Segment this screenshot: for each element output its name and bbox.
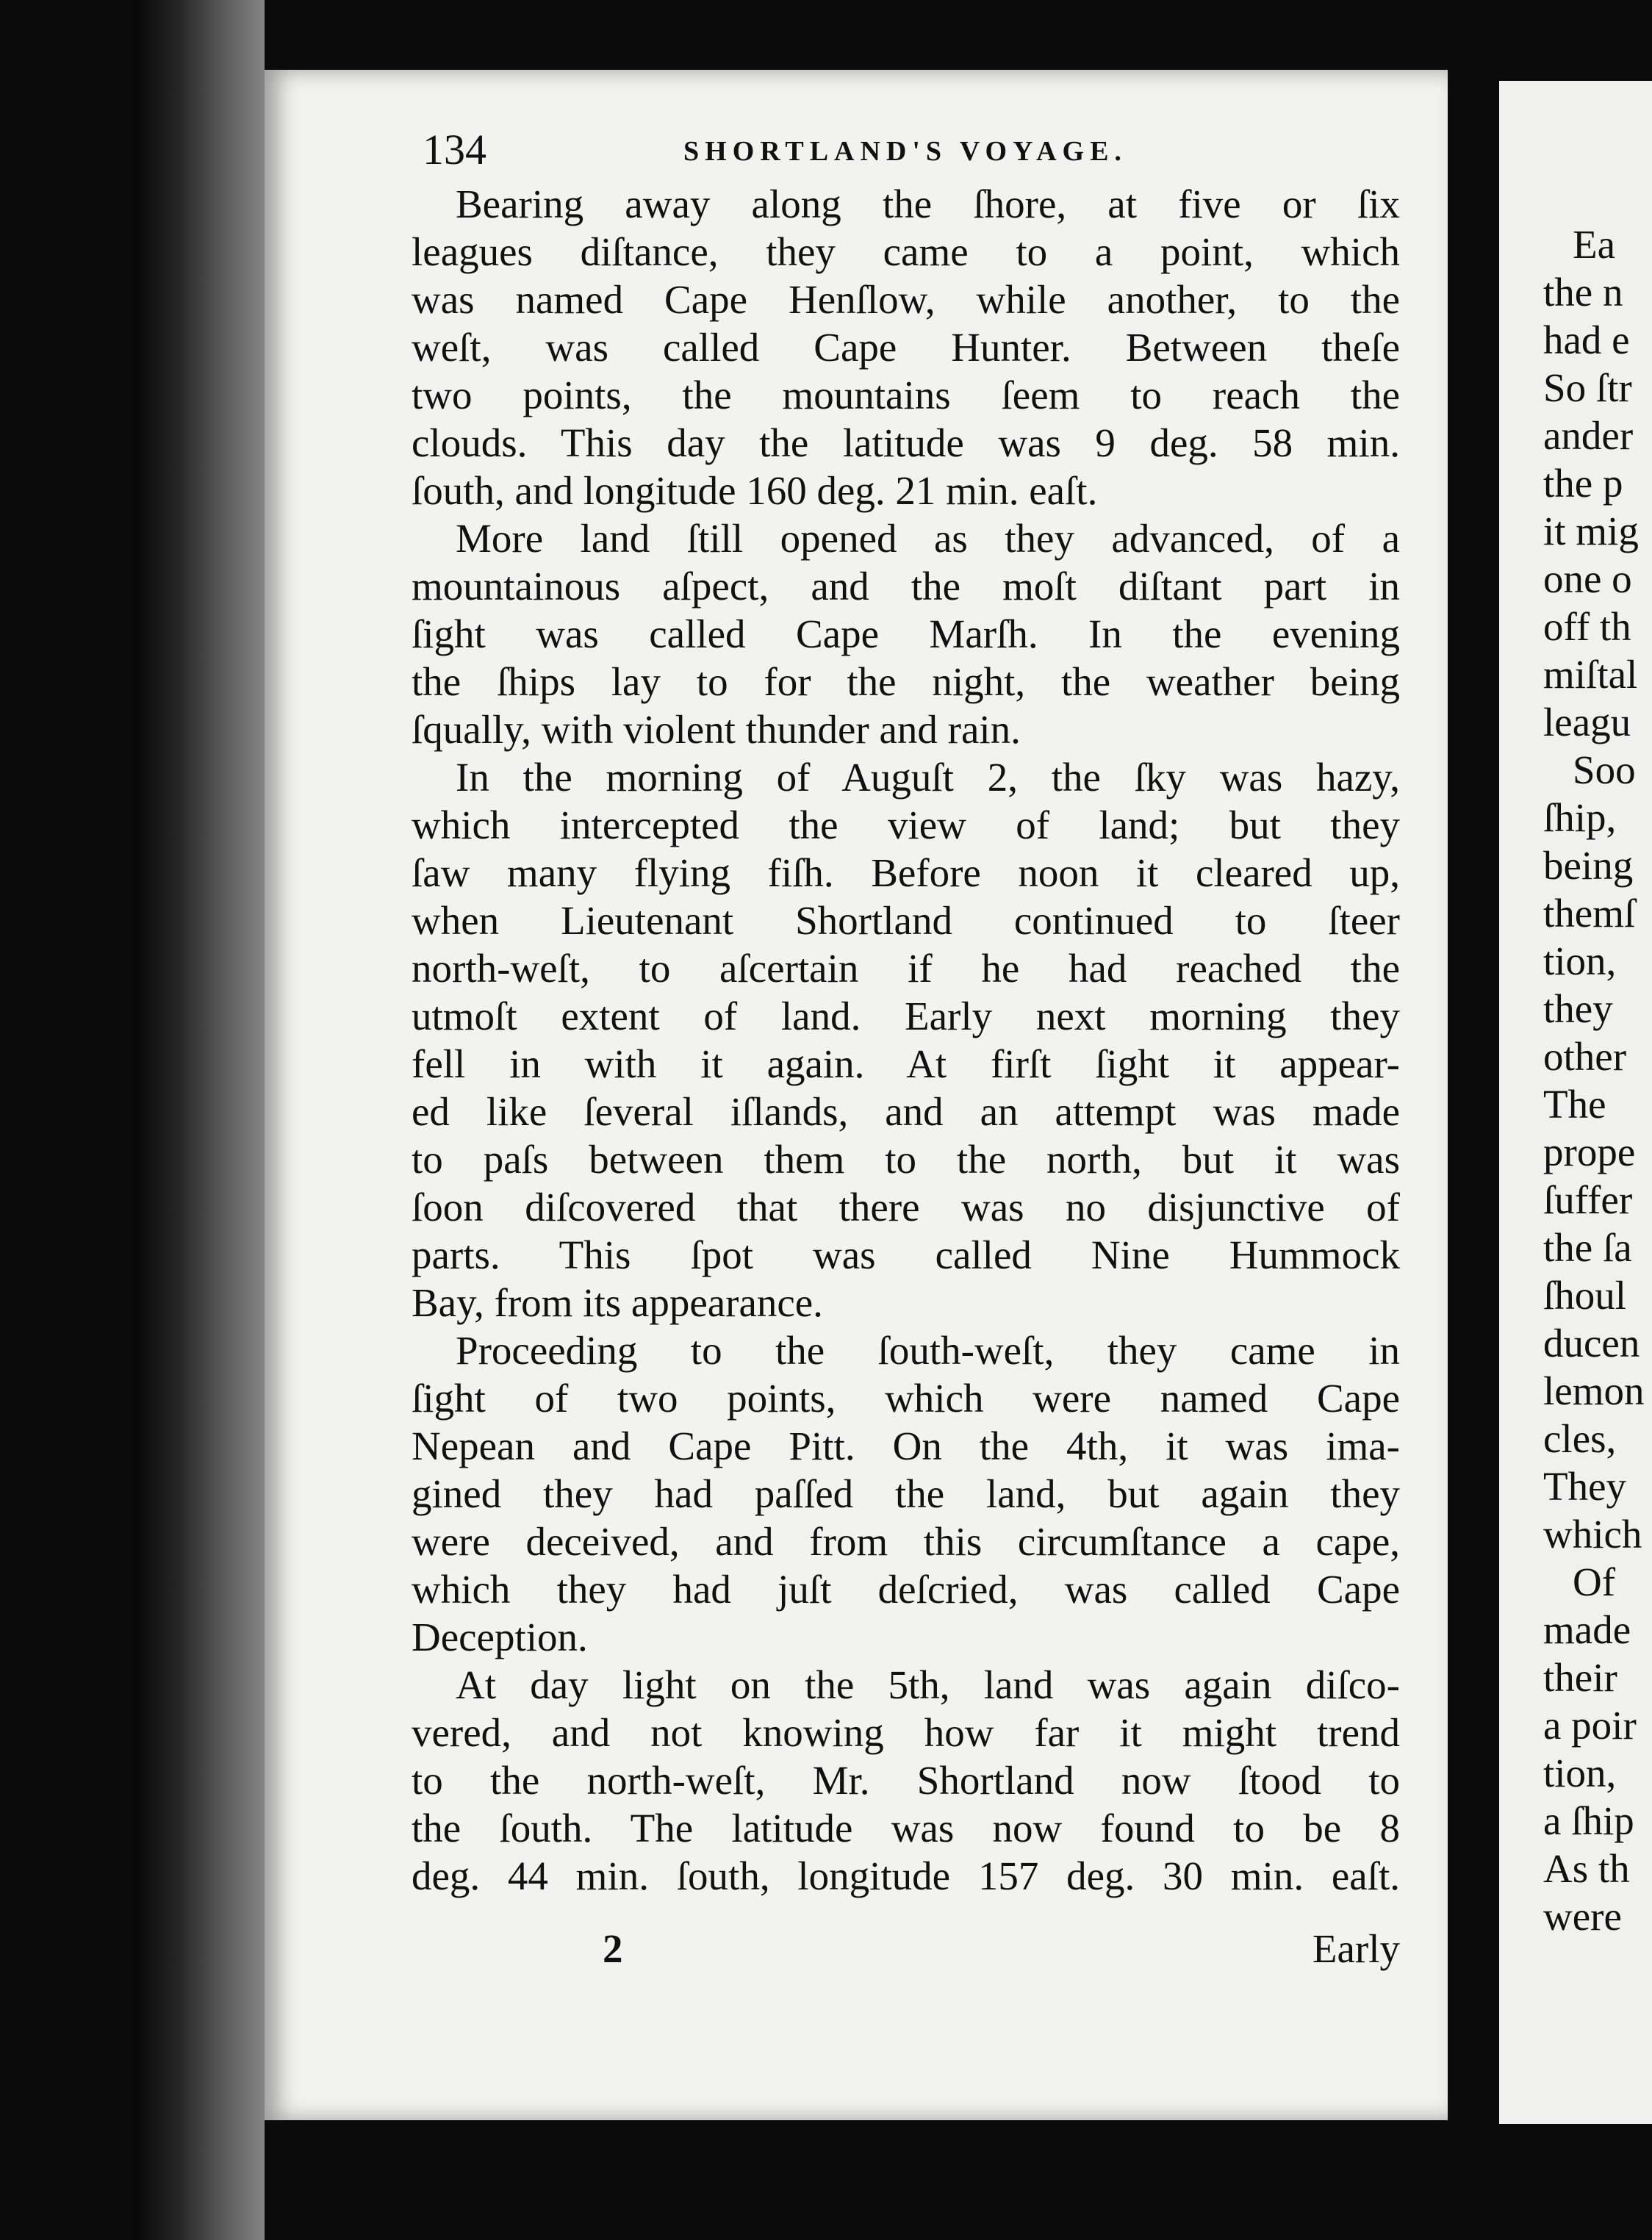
facing-text-line: Soo [1573,747,1636,792]
text-line: utmoſt extent of land. Early next morning they [412,994,1400,1038]
text-line: ſaw many flying fiſh. Before noon it cleared up, [412,850,1400,895]
facing-text-line: other [1543,1034,1627,1079]
facing-text-line: lemon [1543,1368,1645,1413]
text-line: Deception. [412,1615,588,1659]
text-line: ſouth, and longitude 160 deg. 21 min. eaſt. [412,468,1098,513]
text-line: fell in with it again. At firſt ſight it appear- [412,1041,1400,1086]
page-footer [412,1925,1400,1977]
facing-text-line: leagu [1543,700,1631,744]
facing-text-line: ſhoul [1543,1273,1627,1318]
catchword: Early [1312,1926,1400,1971]
text-line: north-weſt, to aſcertain if he had reached the [412,946,1400,991]
facing-text-line: ducen [1543,1321,1640,1365]
text-line: ſoon diſcovered that there was no disjunctive of [412,1185,1400,1230]
text-line: mountainous aſpect, and the moſt diſtant part in [412,564,1400,609]
page-number: 134 [423,126,486,173]
text-line: which intercepted the view of land; but they [412,803,1400,847]
facing-text-line: ſuffer [1543,1177,1633,1222]
facing-text-line: Ea [1573,222,1616,267]
facing-text-line: made [1543,1607,1631,1652]
text-line: clouds. This day the latitude was 9 deg. 58 min. [412,420,1400,465]
text-line: weſt, was called Cape Hunter. Between theſe [412,325,1400,370]
facing-text-line: ſhip, [1543,795,1617,840]
text-line: two points, the mountains ſeem to reach the [412,373,1400,417]
facing-text-line: were [1543,1894,1622,1939]
running-head: SHORTLAND'S VOYAGE. [683,136,1127,167]
facing-text-line: prope [1543,1130,1636,1174]
text-line: when Lieutenant Shortland continued to ſteer [412,898,1400,943]
text-line: Bay, from its appearance. [412,1280,823,1325]
facing-text-line: tion, [1543,1751,1617,1795]
text-line: Nepean and Cape Pitt. On the 4th, it was ima- [412,1424,1400,1468]
facing-text-line: the n [1543,270,1623,315]
facing-text-line: ander [1543,413,1634,458]
text-line: parts. This ſpot was called Nine Hummock [412,1232,1400,1277]
text-line: ſight was called Cape Marſh. In the evening [412,611,1400,656]
facing-text-line: themſ [1543,891,1636,936]
text-line: vered, and not knowing how far it might trend [412,1710,1400,1755]
text-line: was named Cape Henſlow, while another, to the [412,277,1400,322]
facing-text-line: the ſa [1543,1225,1632,1270]
text-line: the ſhips lay to for the night, the weather being [412,659,1400,704]
book-spine-shadow [132,0,265,2240]
text-line: Proceeding to the ſouth-weſt, they came in [456,1328,1400,1373]
facing-text-line: Of [1573,1559,1616,1604]
text-line: the ſouth. The latitude was now found to be 8 [412,1806,1400,1850]
facing-text-line: one o [1543,556,1632,601]
text-line: leagues diſtance, they came to a point, which [412,229,1400,274]
text-line: deg. 44 min. ſouth, longitude 157 deg. 30 min. eaſt. [412,1853,1400,1898]
facing-text-line: their [1543,1655,1617,1700]
facing-text-line: a ſhip [1543,1798,1634,1843]
text-line: which they had juſt deſcried, was called Cape [412,1567,1400,1612]
facing-text-line: which [1543,1512,1642,1557]
text-line: ſqually, with violent thunder and rain. [412,707,1021,752]
facing-page [1499,81,1652,2124]
facing-text-line: tion, [1543,938,1617,983]
text-line: More land ſtill opened as they advanced, of a [456,516,1400,561]
text-line: Bearing away along the ſhore, at five or ſix [456,182,1400,226]
facing-text-line: they [1543,986,1613,1031]
text-line: were deceived, and from this circumſtance a cape, [412,1519,1400,1564]
text-line: to paſs between them to the north, but it was [412,1137,1400,1182]
facing-text-line: a poir [1543,1703,1637,1748]
facing-text-line: As th [1543,1846,1630,1891]
facing-page-text [1499,220,1652,1940]
facing-text-line: off th [1543,604,1631,649]
text-line: gined they had paſſed the land, but again they [412,1471,1400,1516]
text-line: In the morning of Auguſt 2, the ſky was hazy, [456,755,1400,800]
facing-text-line: had e [1543,317,1630,362]
facing-text-line: So ſtr [1543,365,1632,410]
text-line: ed like ſeveral iſlands, and an attempt was made [412,1089,1400,1134]
body-text [412,180,1400,1900]
facing-text-line: it mig [1543,509,1639,553]
text-line: ſight of two points, which were named Cape [412,1376,1400,1421]
facing-text-line: cles, [1543,1416,1617,1461]
text-line: to the north-weſt, Mr. Shortland now ſtood to [412,1758,1400,1803]
facing-text-line: The [1543,1082,1606,1127]
facing-text-line: the p [1543,461,1623,506]
facing-text-line: They [1543,1464,1627,1509]
page-header [423,125,1400,176]
signature-mark: 2 [603,1926,623,1971]
text-line: At day light on the 5th, land was again diſco- [456,1662,1400,1707]
facing-text-line: miſtal [1543,652,1638,697]
facing-text-line: being [1543,843,1634,888]
